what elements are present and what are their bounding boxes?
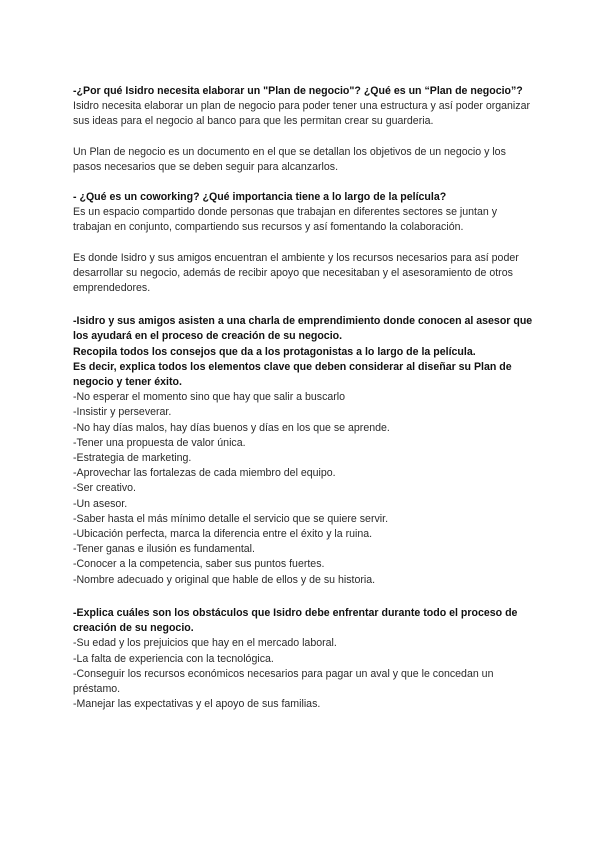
list-item: -Tener ganas e ilusión es fundamental. <box>73 543 255 556</box>
advisor-tips-list <box>73 390 533 588</box>
list-item: -Estrategia de marketing. <box>73 452 192 465</box>
answer-coworking-definition: Es un espacio compartido donde personas que trabajan en diferentes sectores se juntan y trabajan en conjunto, compartiendo sus recursos y así fomentando la colaboración. <box>73 206 498 234</box>
spacer <box>73 588 533 606</box>
answer-coworking-importance: Es donde Isidro y sus amigos encuentran el ambiente y los recursos necesarios para así poder desarrollar su negocio, además de recibir apoyo que necesitaban y el asesoramiento de otros emprendedores. <box>73 251 519 295</box>
spacer <box>73 175 533 190</box>
list-item: -Nombre adecuado y original que hable de ellos y de su historia. <box>73 573 376 586</box>
answer-business-plan-definition: Un Plan de negocio es un documento en el que se detallan los objetivos de un negocio y los pasos necesarios que se deben seguir para alcanzarlos. <box>73 145 506 173</box>
list-item: -Saber hasta el más mínimo detalle el servicio que se quiere servir. <box>73 512 389 525</box>
list-item: -Su edad y los prejuicios que hay en el mercado laboral. <box>73 637 337 650</box>
list-item: -Manejar las expectativas y el apoyo de sus familias. <box>73 698 321 711</box>
question-advisor-tips: -Isidro y sus amigos asisten a una charla de emprendimiento donde conocen al asesor que los ayudará en el proceso de creación de su negocio. <box>73 315 533 343</box>
spacer <box>73 236 533 251</box>
answer-business-plan-why: Isidro necesita elaborar un plan de negocio para poder tener una estructura y así poder organizar sus ideas para el negocio al banco para que les permitan crear su guarderia. <box>73 100 530 128</box>
list-item: -Conocer a la competencia, saber sus puntos fuertes. <box>73 558 325 571</box>
list-item: -Ubicación perfecta, marca la diferencia entre el éxito y la ruina. <box>73 528 373 541</box>
question-obstacles: -Explica cuáles son los obstáculos que Isidro debe enfrentar durante todo el proceso de creación de su negocio. <box>73 606 518 635</box>
spacer <box>73 130 533 145</box>
spacer <box>73 296 533 314</box>
list-item: -Tener una propuesta de valor única. <box>73 436 246 449</box>
list-item: -Ser creativo. <box>73 482 136 495</box>
question-coworking: - ¿Qué es un coworking? ¿Qué importancia tiene a lo largo de la película? <box>73 191 447 204</box>
question-advisor-tips-line3: Es decir, explica todos los elementos clave que deben considerar al diseñar su Plan de negocio y tener éxito. <box>73 360 512 389</box>
obstacles-list <box>73 636 533 712</box>
question-advisor-tips-line2: Recopila todos los consejos que da a los protagonistas a lo largo de la película. <box>73 345 476 358</box>
list-item: -No hay días malos, hay días buenos y días en los que se aprende. <box>73 421 390 434</box>
list-item: -Insistir y perseverar. <box>73 406 172 419</box>
list-item: -Conseguir los recursos económicos necesarios para pagar un aval y que le concedan un préstamo. <box>73 667 494 695</box>
document-content <box>73 84 533 712</box>
list-item: -No esperar el momento sino que hay que salir a buscarlo <box>73 391 346 404</box>
list-item: -Aprovechar las fortalezas de cada miembro del equipo. <box>73 467 336 480</box>
list-item: -Un asesor. <box>73 497 128 510</box>
question-business-plan: -¿Por qué Isidro necesita elaborar un "Plan de negocio"? ¿Qué es un “Plan de negocio”? <box>73 85 523 97</box>
list-item: -La falta de experiencia con la tecnológica. <box>73 652 274 665</box>
